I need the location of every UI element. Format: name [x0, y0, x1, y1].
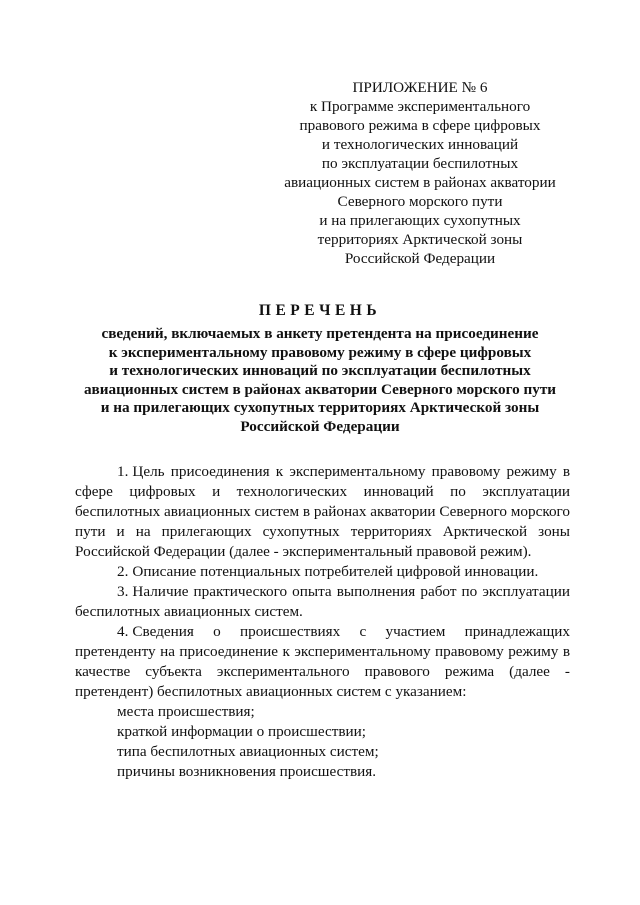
- annex-line: правового режима в сфере цифровых: [299, 117, 541, 134]
- subtitle-line: к экспериментальному правовому режиму в сфере цифровых: [108, 343, 532, 361]
- item-number: 1.: [117, 463, 129, 480]
- annex-line: и на прилегающих сухопутных: [319, 212, 521, 229]
- item-text: Наличие практического опыта выполнения работ по эксплуатации беспилотных авиационных систем.: [75, 583, 570, 620]
- list-item: [75, 622, 570, 702]
- annex-line: к Программе экспериментального: [309, 98, 531, 115]
- annex-line: по эксплуатации беспилотных: [321, 155, 519, 172]
- document-title: ПЕРЕЧЕНЬ: [258, 302, 382, 319]
- annex-line: территориях Арктической зоны: [317, 231, 523, 248]
- subtitle-line: и технологических инноваций по эксплуатации беспилотных: [109, 362, 531, 380]
- list-item: [75, 462, 570, 562]
- annex-line: Российской Федерации: [344, 250, 496, 267]
- sub-list-item: места происшествия;: [117, 703, 255, 720]
- sub-list-item: краткой информации о происшествии;: [117, 723, 366, 740]
- sub-list-item: причины возникновения происшествия.: [117, 763, 377, 780]
- item-text: Цель присоединения к экспериментальному правовому режиму в сфере цифровых и технологических инноваций по эксплуатации беспилотных авиационных систем в районах акватории Северного морского пути и на прилегающих сухопутных территориях Арктической зоны Российской Федерации (далее - экспериментальный правовой режим).: [75, 463, 570, 560]
- item-number: 2.: [117, 563, 129, 580]
- sub-list-item: типа беспилотных авиационных систем;: [117, 743, 379, 760]
- subtitle-line: авиационных систем в районах акватории Северного морского пути: [83, 380, 557, 398]
- annex-line: ПРИЛОЖЕНИЕ № 6: [352, 79, 488, 96]
- item-text: Сведения о происшествиях с участием принадлежащих претенденту на присоединение к экспериментальному правовому режиму в качестве субъекта экспериментального правового режима (далее - претендент) беспилотных авиационных систем с указанием:: [75, 623, 570, 700]
- annex-header: [270, 78, 570, 268]
- item-text: Описание потенциальных потребителей цифровой инновации.: [132, 563, 539, 580]
- annex-line: Северного морского пути: [337, 193, 503, 210]
- annex-line: и технологических инноваций: [321, 136, 519, 153]
- document-body: [75, 462, 570, 782]
- subtitle-line: сведений, включаемых в анкету претендента на присоединение: [101, 325, 539, 342]
- list-item: [75, 582, 570, 622]
- annex-line: авиационных систем в районах акватории: [284, 174, 556, 191]
- item-number: 4.: [117, 623, 129, 640]
- list-item: [75, 562, 570, 582]
- item-number: 3.: [117, 583, 129, 600]
- subtitle-line: Российской Федерации: [240, 417, 400, 435]
- subtitle-line: и на прилегающих сухопутных территориях Арктической зоны: [100, 399, 540, 417]
- document-subtitle: [60, 325, 580, 437]
